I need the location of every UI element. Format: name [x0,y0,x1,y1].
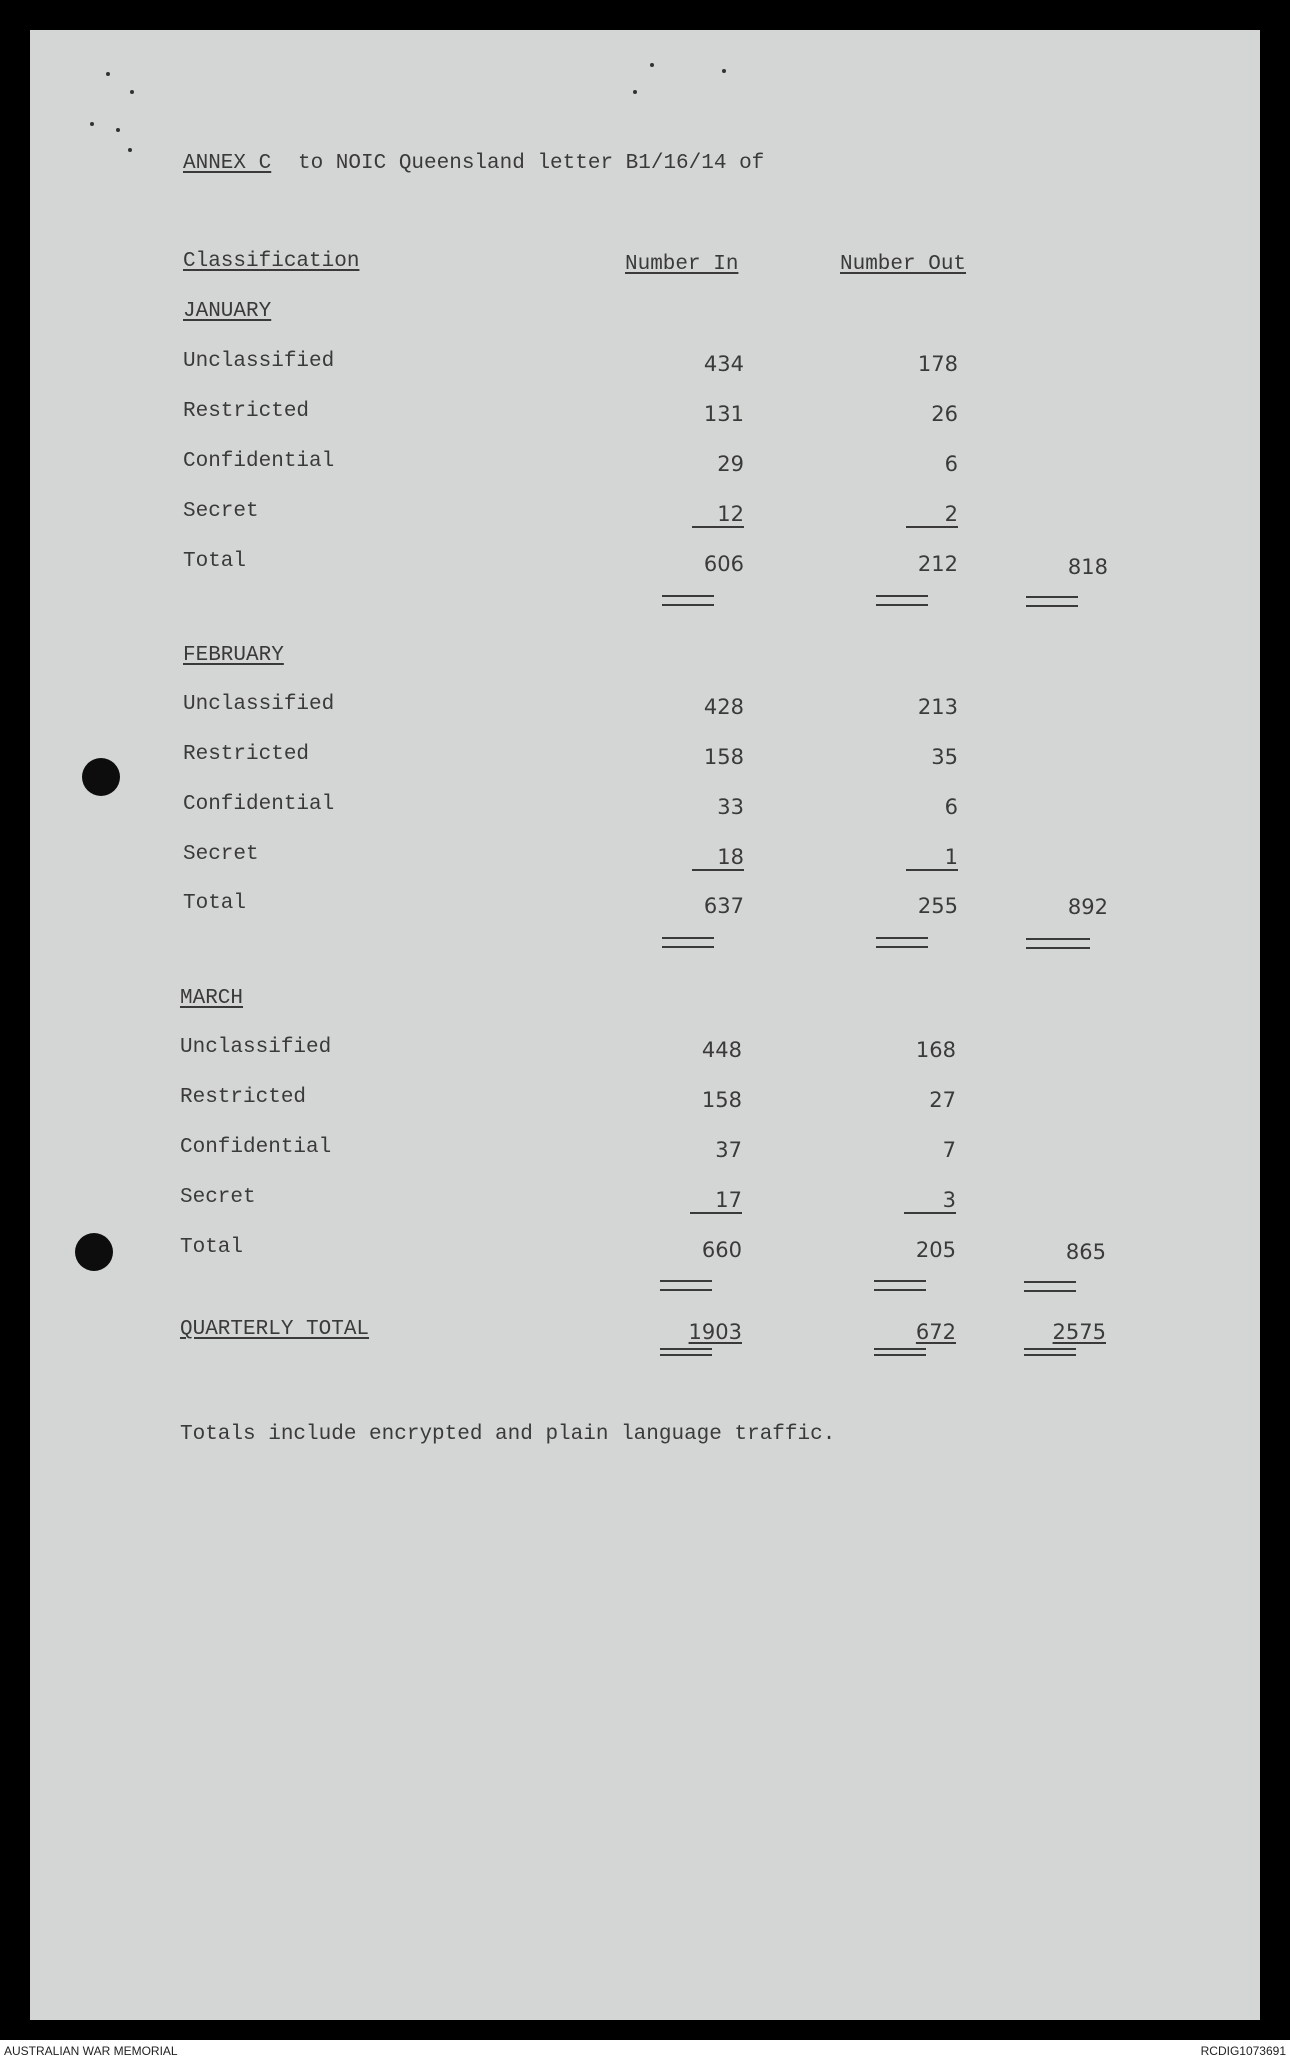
number-in-cell: 158 [703,745,744,769]
punch-hole [75,1233,113,1271]
grand-total-cell: 892 [1067,895,1108,919]
speck [116,128,120,132]
total-in-cell: 606 [703,552,744,576]
speck [128,148,132,152]
row-label: Secret [180,1186,256,1209]
number-in-cell: 434 [703,352,744,376]
speck [633,90,637,94]
number-in-cell: 12 [692,502,744,528]
row-label: Secret [183,843,259,866]
number-in-cell: 448 [701,1038,742,1062]
number-out-cell: 26 [931,402,958,426]
number-out-cell: 35 [931,745,958,769]
total-out-cell: 205 [915,1238,956,1262]
column-header-classification: Classification [183,250,360,273]
speck [90,122,94,126]
column-header-number-in: Number In [625,253,739,276]
punch-hole [82,758,120,796]
double-rule [874,1348,926,1356]
number-out-cell: 6 [944,452,958,476]
number-in-cell: 158 [701,1088,742,1112]
total-label: Total [183,892,247,915]
archive-name: AUSTRALIAN WAR MEMORIAL [4,2044,178,2058]
number-out-cell: 3 [904,1188,956,1214]
footnote: Totals include encrypted and plain language traffic. [180,1423,836,1446]
total-in-cell: 660 [701,1238,742,1262]
double-rule [660,1280,712,1291]
row-label: Restricted [183,400,310,423]
quarterly-out-cell: 672 [915,1320,956,1344]
archive-id: RCDIG1073691 [1200,2044,1286,2058]
number-out-cell: 27 [929,1088,956,1112]
row-label: Confidential [180,1136,332,1159]
number-in-cell: 18 [692,845,744,871]
quarterly-in-cell: 1903 [688,1320,742,1344]
number-out-cell: 2 [906,502,958,528]
heading-text: to NOIC Queensland letter B1/16/14 of [298,152,765,175]
number-in-cell: 37 [715,1138,742,1162]
double-rule [874,1280,926,1291]
total-in-cell: 637 [703,894,744,918]
grand-total-cell: 865 [1065,1240,1106,1264]
double-rule [1024,1281,1076,1292]
annex-label: ANNEX C [183,152,272,175]
archive-footer [0,2040,1290,2061]
double-rule [1024,1348,1076,1356]
speck [130,90,134,94]
speck [650,63,654,67]
number-in-cell: 131 [703,402,744,426]
number-in-cell: 17 [690,1188,742,1214]
speck [106,72,110,76]
double-rule [662,595,714,606]
row-label: Restricted [180,1086,307,1109]
total-label: Total [180,1236,244,1259]
speck [722,69,726,73]
row-label: Confidential [183,793,335,816]
total-label: Total [183,550,247,573]
double-rule [1026,596,1078,607]
row-label: Unclassified [183,693,335,716]
double-rule [876,595,928,606]
number-out-cell: 1 [906,845,958,871]
number-out-cell: 178 [917,352,958,376]
quarterly-total-label: QUARTERLY TOTAL [180,1318,370,1341]
double-rule [876,937,928,948]
double-rule [662,937,714,948]
row-label: Unclassified [180,1036,332,1059]
double-rule [660,1348,712,1356]
month-heading-february: FEBRUARY [183,644,284,667]
number-in-cell: 428 [703,695,744,719]
number-out-cell: 213 [917,695,958,719]
quarterly-grand-cell: 2575 [1052,1320,1106,1344]
month-heading-march: MARCH [180,987,244,1010]
row-label: Unclassified [183,350,335,373]
row-label: Confidential [183,450,335,473]
double-rule [1026,938,1090,949]
grand-total-cell: 818 [1067,555,1108,579]
number-out-cell: 168 [915,1038,956,1062]
number-out-cell: 7 [942,1138,956,1162]
number-in-cell: 33 [717,795,744,819]
month-heading-january: JANUARY [183,300,272,323]
total-out-cell: 255 [917,894,958,918]
number-out-cell: 6 [944,795,958,819]
total-out-cell: 212 [917,552,958,576]
row-label: Restricted [183,743,310,766]
row-label: Secret [183,500,259,523]
number-in-cell: 29 [717,452,744,476]
document-page [30,30,1260,2020]
column-header-number-out: Number Out [840,253,967,276]
